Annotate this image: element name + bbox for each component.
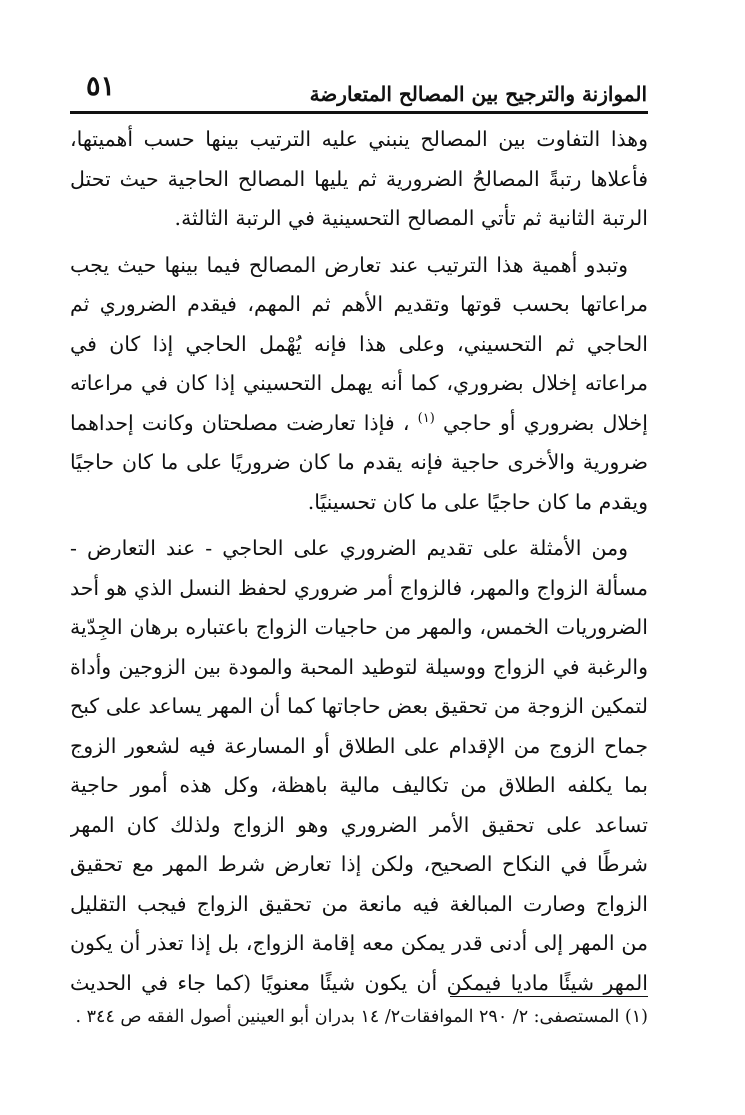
paragraph-2-text: وتبدو أهمية هذا الترتيب عند تعارض المصالح فيما بينها حيث يجب مراعاتها بحسب قوتها وتقديم الأهم ثم المهم، فيقدم الضروري ثم الحاجي ثم التحسيني، وعلى هذا فإنه يُهْمل الحاجي إذا كان في مراعاته إخلال بضروري، كما أنه يهمل التحسيني إذا كان في مراعاته إخلال بضروري أو حاجي	[70, 252, 648, 435]
paragraph-3: ومن الأمثلة على تقديم الضروري على الحاجي - عند التعارض - مسألة الزواج والمهر، فالزواج أمر ضروري لحفظ النسل الذي هو أحد الضروريات الخمس، والمهر من حاجيات الزواج باعتباره برهان الجِدّية والرغبة في الزواج ووسيلة لتوطيد المحبة والمودة بين الزوجين وأداة لتمكين الزوجة من تحقيق بعض حاجاتها كما أن المهر يساعد على كبح جماح الزوج من الإقدام على الطلاق أو المسارعة فيه لشعور الزوج بما يكلفه الطلاق من تكاليف مالية باهظة، وكل هذه أمور حاجية تساعد على تحقيق الأمر الضروري وهو الزواج ولذلك كان المهر شرطًا في النكاح الصحيح، ولكن إذا تعارض شرط المهر مع تحقيق الزواج وصارت المبالغة فيه مانعة من تحقيق الزواج فيجب التقليل من المهر إلى أدنى قدر يمكن معه إقامة الزواج، بل إذا تعذر أن يكون المهر شيئًا ماديا فيمكن أن يكون شيئًا معنويًا (كما جاء في الحديث	[70, 536, 648, 995]
paragraph-1: وهذا التفاوت بين المصالح ينبني عليه الترتيب بينها حسب أهميتها، فأعلاها رتبةً المصالحُ الضرورية ثم يليها المصالح الحاجية حيث تحتل الرتبة الثانية ثم تأتي المصالح التحسينية في الرتبة الثالثة.	[70, 127, 648, 230]
footnote-rule	[450, 996, 648, 997]
footnote-reference: (١)	[417, 410, 435, 426]
header-rule	[70, 111, 648, 114]
page-number: ٥١	[86, 71, 116, 102]
footnote: (١) المستصفى: ٢/ ٢٩٠ الموافقات٢/ ١٤ بدران أبو العينين أصول الفقه ص ٣٤٤ .	[75, 1007, 648, 1027]
body-text	[70, 120, 648, 1000]
running-header-title: الموازنة والترجيح بين المصالح المتعارضة	[309, 82, 647, 106]
paragraph-2	[70, 246, 648, 523]
paragraph-2-continued: ، فإذا تعارضت مصلحتان وكانت إحداهما ضرورية والأخرى حاجية فإنه يقدم ما كان ضروريًا على ما كان حاجيًا ويقدم ما كان حاجيًا على ما كان تحسينيًا.	[70, 410, 648, 514]
